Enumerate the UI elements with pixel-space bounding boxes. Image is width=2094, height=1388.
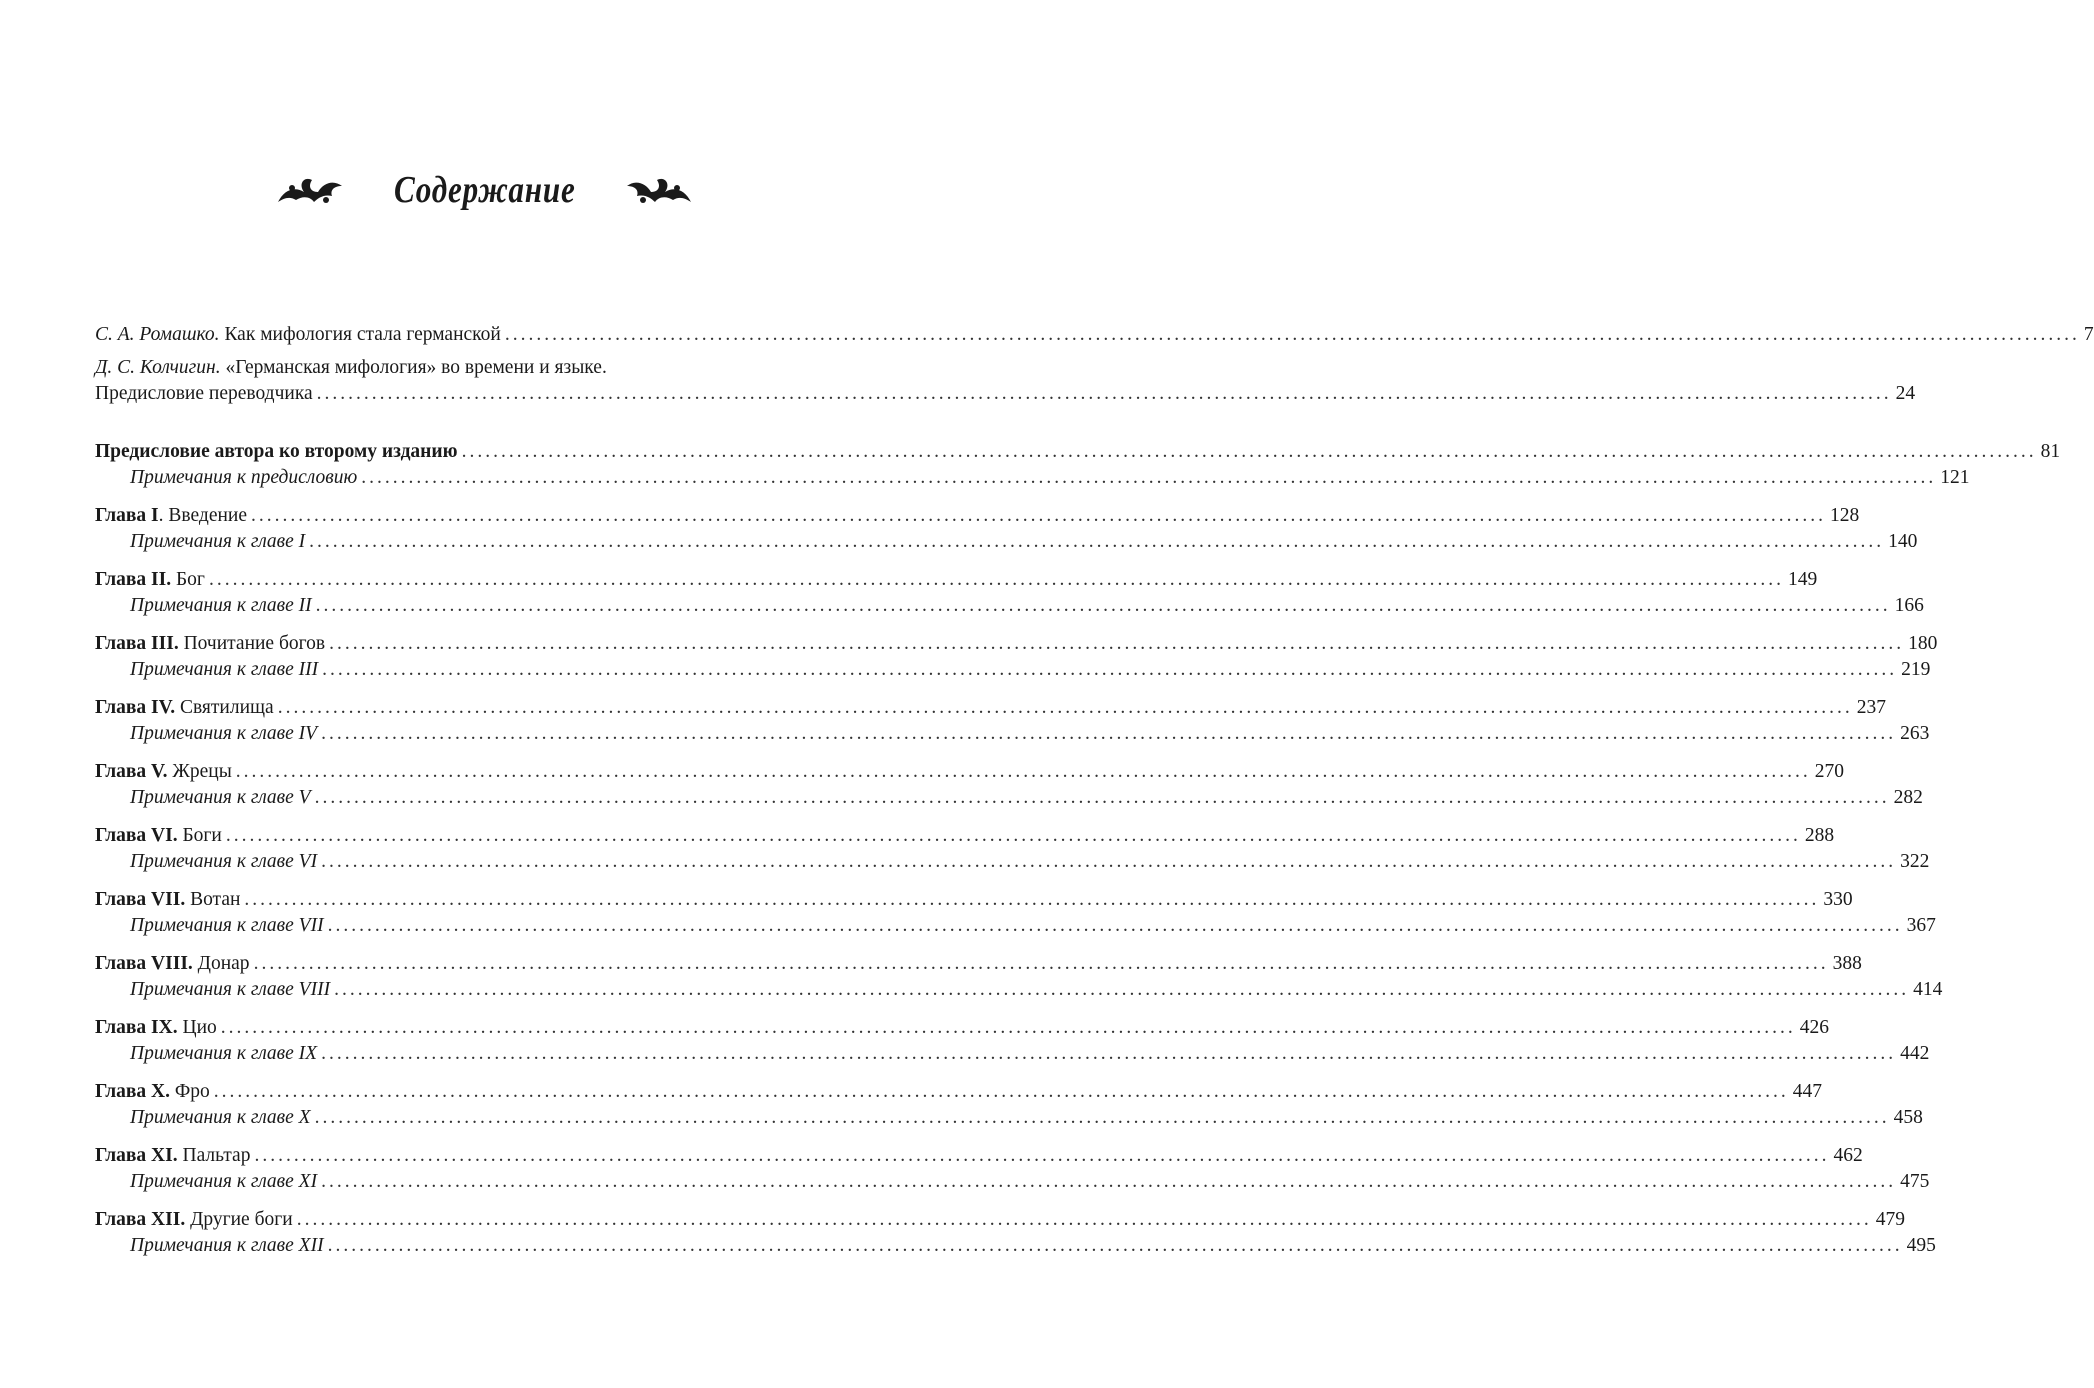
chapter-sep: . <box>158 505 164 526</box>
page-number: 128 <box>1830 505 1860 526</box>
page-number: 426 <box>1799 1017 1830 1038</box>
page-number: 322 <box>1900 851 1930 872</box>
toc-entry-chapter-notes[interactable] <box>95 849 1930 875</box>
page-number: 270 <box>1814 761 1845 782</box>
leader-dots: ........................................................................................................................................................................................................ <box>314 787 1890 808</box>
leader-dots: ........................................................................................................................................................................................................ <box>327 915 1903 936</box>
toc-entry-chapter[interactable] <box>95 695 1886 721</box>
leader-dots: ........................................................................................................................................................................................................ <box>315 595 1891 616</box>
notes-title: Примечания к главе VIII <box>130 979 331 1000</box>
page-heading <box>0 160 969 220</box>
chapter-number: Глава IX. <box>95 1017 178 1038</box>
chapter-title: Почитание богов <box>183 633 326 654</box>
leader-dots: ........................................................................................................................................................................................................ <box>504 324 2080 345</box>
entry-title: Предисловие автора ко второму изданию <box>95 441 458 462</box>
page-number: 180 <box>1908 633 1938 654</box>
page-number: 140 <box>1888 531 1918 552</box>
entry-title: Как мифология стала германской <box>224 324 501 345</box>
toc-entry-chapter[interactable] <box>95 631 1938 657</box>
toc-entry-chapter[interactable] <box>95 823 1835 849</box>
leader-dots: ........................................................................................................................................................................................................ <box>334 979 1910 1000</box>
leader-dots: ........................................................................................................................................................................................................ <box>277 697 1853 718</box>
chapter-title: Святилища <box>179 697 274 718</box>
page-number: 495 <box>1906 1235 1936 1256</box>
toc-entry-chapter-notes[interactable] <box>95 721 1930 747</box>
toc-entry-preface[interactable] <box>95 439 2061 465</box>
toc-entry-chapter[interactable] <box>95 1079 1823 1105</box>
page-number: 282 <box>1893 787 1923 808</box>
toc-entry-chapter[interactable] <box>95 951 1862 977</box>
toc-entry-chapter-notes[interactable] <box>95 913 1936 939</box>
chapter-title: Цио <box>182 1017 217 1038</box>
leader-dots: ........................................................................................................................................................................................................ <box>327 1235 1903 1256</box>
chapter-number: Глава VI. <box>95 825 178 846</box>
toc-entry-kolchigin-cont[interactable] <box>95 381 1916 407</box>
toc-entry-chapter-notes[interactable] <box>95 529 1918 555</box>
chapter-list <box>95 491 1943 1259</box>
notes-title: Примечания к главе XI <box>130 1171 318 1192</box>
chapter-number: Глава III. <box>95 633 179 654</box>
page-number: 81 <box>2040 441 2061 462</box>
leader-dots: ........................................................................................................................................................................................................ <box>316 383 1892 404</box>
leader-dots: ........................................................................................................................................................................................................ <box>321 1043 1897 1064</box>
page-number: 219 <box>1901 659 1931 680</box>
leader-dots: ........................................................................................................................................................................................................ <box>329 633 1905 654</box>
toc-entry-chapter-notes[interactable] <box>95 1105 1923 1131</box>
leader-dots: ........................................................................................................................................................................................................ <box>309 531 1885 552</box>
toc-entry-chapter-notes[interactable] <box>95 1233 1936 1259</box>
chapter-number: Глава XII. <box>95 1209 186 1230</box>
floral-ornament-icon <box>623 172 695 208</box>
chapter-number: Глава I <box>95 505 159 526</box>
leader-dots: ........................................................................................................................................................................................................ <box>322 659 1898 680</box>
notes-title: Примечания к главе V <box>130 787 311 808</box>
toc-entry-chapter[interactable] <box>95 759 1845 785</box>
page-number: 288 <box>1804 825 1835 846</box>
leader-dots: ........................................................................................................................................................................................................ <box>296 1209 1872 1230</box>
toc-entry-chapter-notes[interactable] <box>95 1169 1930 1195</box>
toc-entry-chapter[interactable] <box>95 1015 1830 1041</box>
page-title: Содержание <box>393 169 576 211</box>
page-number: 7 <box>2083 324 2094 345</box>
notes-title: Примечания к главе IV <box>130 723 318 744</box>
chapter-title: Пальтар <box>182 1145 251 1166</box>
page-number: 479 <box>1875 1209 1905 1230</box>
toc-entry-chapter[interactable] <box>95 503 1860 529</box>
chapter-number: Глава X. <box>95 1081 171 1102</box>
leader-dots: ........................................................................................................................................................................................................ <box>235 761 1811 782</box>
notes-title: Примечания к главе VII <box>130 915 324 936</box>
toc-entry-preface-notes[interactable] <box>95 465 1970 491</box>
toc-entry-chapter-notes[interactable] <box>95 657 1931 683</box>
page-number: 237 <box>1856 697 1886 718</box>
leader-dots: ........................................................................................................................................................................................................ <box>321 723 1897 744</box>
page-number: 263 <box>1900 723 1930 744</box>
leader-dots: ........................................................................................................................................................................................................ <box>213 1081 1789 1102</box>
chapter-title: Фро <box>174 1081 210 1102</box>
toc-entry-chapter-notes[interactable] <box>95 593 1924 619</box>
toc-entry-chapter[interactable] <box>95 887 1853 913</box>
leader-dots: ........................................................................................................................................................................................................ <box>253 953 1829 974</box>
leader-dots: ........................................................................................................................................................................................................ <box>220 1017 1796 1038</box>
leader-dots: ........................................................................................................................................................................................................ <box>244 889 1820 910</box>
page-number: 447 <box>1792 1081 1823 1102</box>
toc-entry-chapter-notes[interactable] <box>95 1041 1930 1067</box>
chapter-number: Глава V. <box>95 761 168 782</box>
page-number: 414 <box>1913 979 1943 1000</box>
toc-entry-kolchigin[interactable] <box>95 355 863 381</box>
page-number: 330 <box>1823 889 1853 910</box>
page-number: 24 <box>1895 383 1916 404</box>
leader-dots: ........................................................................................................................................................................................................ <box>361 467 1937 488</box>
page-number: 442 <box>1900 1043 1930 1064</box>
toc-entry-chapter[interactable] <box>95 1207 1905 1233</box>
toc-entry-chapter-notes[interactable] <box>95 977 1943 1003</box>
chapter-title: Боги <box>182 825 222 846</box>
notes-title: Примечания к главе X <box>130 1107 311 1128</box>
chapter-title: Вотан <box>190 889 241 910</box>
notes-title: Примечания к главе IX <box>130 1043 318 1064</box>
chapter-title: Другие боги <box>190 1209 293 1230</box>
page-number: 475 <box>1900 1171 1930 1192</box>
notes-title: Примечания к главе VI <box>130 851 318 872</box>
leader-dots: ........................................................................................................................................................................................................ <box>321 851 1897 872</box>
leader-dots: ........................................................................................................................................................................................................ <box>251 505 1827 526</box>
page-number: 166 <box>1894 595 1924 616</box>
leader-dots: ........................................................................................................................................................................................................ <box>314 1107 1890 1128</box>
page-number: 121 <box>1940 467 1970 488</box>
chapter-title: Донар <box>197 953 250 974</box>
toc-entry-chapter[interactable] <box>95 567 1818 593</box>
leader-dots: ........................................................................................................................................................................................................ <box>461 441 2037 462</box>
notes-title: Примечания к главе III <box>130 659 319 680</box>
leader-dots: ........................................................................................................................................................................................................ <box>321 1171 1897 1192</box>
table-of-contents <box>95 322 2094 1259</box>
notes-title: Примечания к главе II <box>130 595 312 616</box>
entry-author: С. А. Ромашко. <box>95 324 220 345</box>
toc-entry-romashko[interactable] <box>95 322 2094 348</box>
toc-entry-chapter[interactable] <box>95 1143 1863 1169</box>
leader-dots: ........................................................................................................................................................................................................ <box>254 1145 1830 1166</box>
page-number: 149 <box>1787 569 1818 590</box>
page-number: 388 <box>1832 953 1862 974</box>
toc-entry-chapter-notes[interactable] <box>95 785 1923 811</box>
page-number: 458 <box>1893 1107 1923 1128</box>
leader-dots: ........................................................................................................................................................................................................ <box>225 825 1801 846</box>
chapter-number: Глава VIII. <box>95 953 193 974</box>
chapter-number: Глава IV. <box>95 697 176 718</box>
entry-author: Д. С. Колчигин. <box>95 357 221 378</box>
notes-title: Примечания к главе XII <box>130 1235 324 1256</box>
floral-ornament-icon <box>274 172 346 208</box>
page-number: 462 <box>1833 1145 1863 1166</box>
chapter-title: Введение <box>168 505 248 526</box>
entry-title-cont: Предисловие переводчика <box>95 383 313 404</box>
chapter-title: Жрецы <box>172 761 232 782</box>
chapter-number: Глава II. <box>95 569 172 590</box>
entry-title: «Германская мифология» во времени и языке. <box>225 357 607 378</box>
chapter-number: Глава VII. <box>95 889 186 910</box>
leader-dots: ........................................................................................................................................................................................................ <box>208 569 1784 590</box>
notes-title: Примечания к главе I <box>130 531 306 552</box>
page-number: 367 <box>1906 915 1936 936</box>
entry-title: Примечания к предисловию <box>130 467 358 488</box>
chapter-number: Глава XI. <box>95 1145 178 1166</box>
chapter-title: Бог <box>175 569 205 590</box>
